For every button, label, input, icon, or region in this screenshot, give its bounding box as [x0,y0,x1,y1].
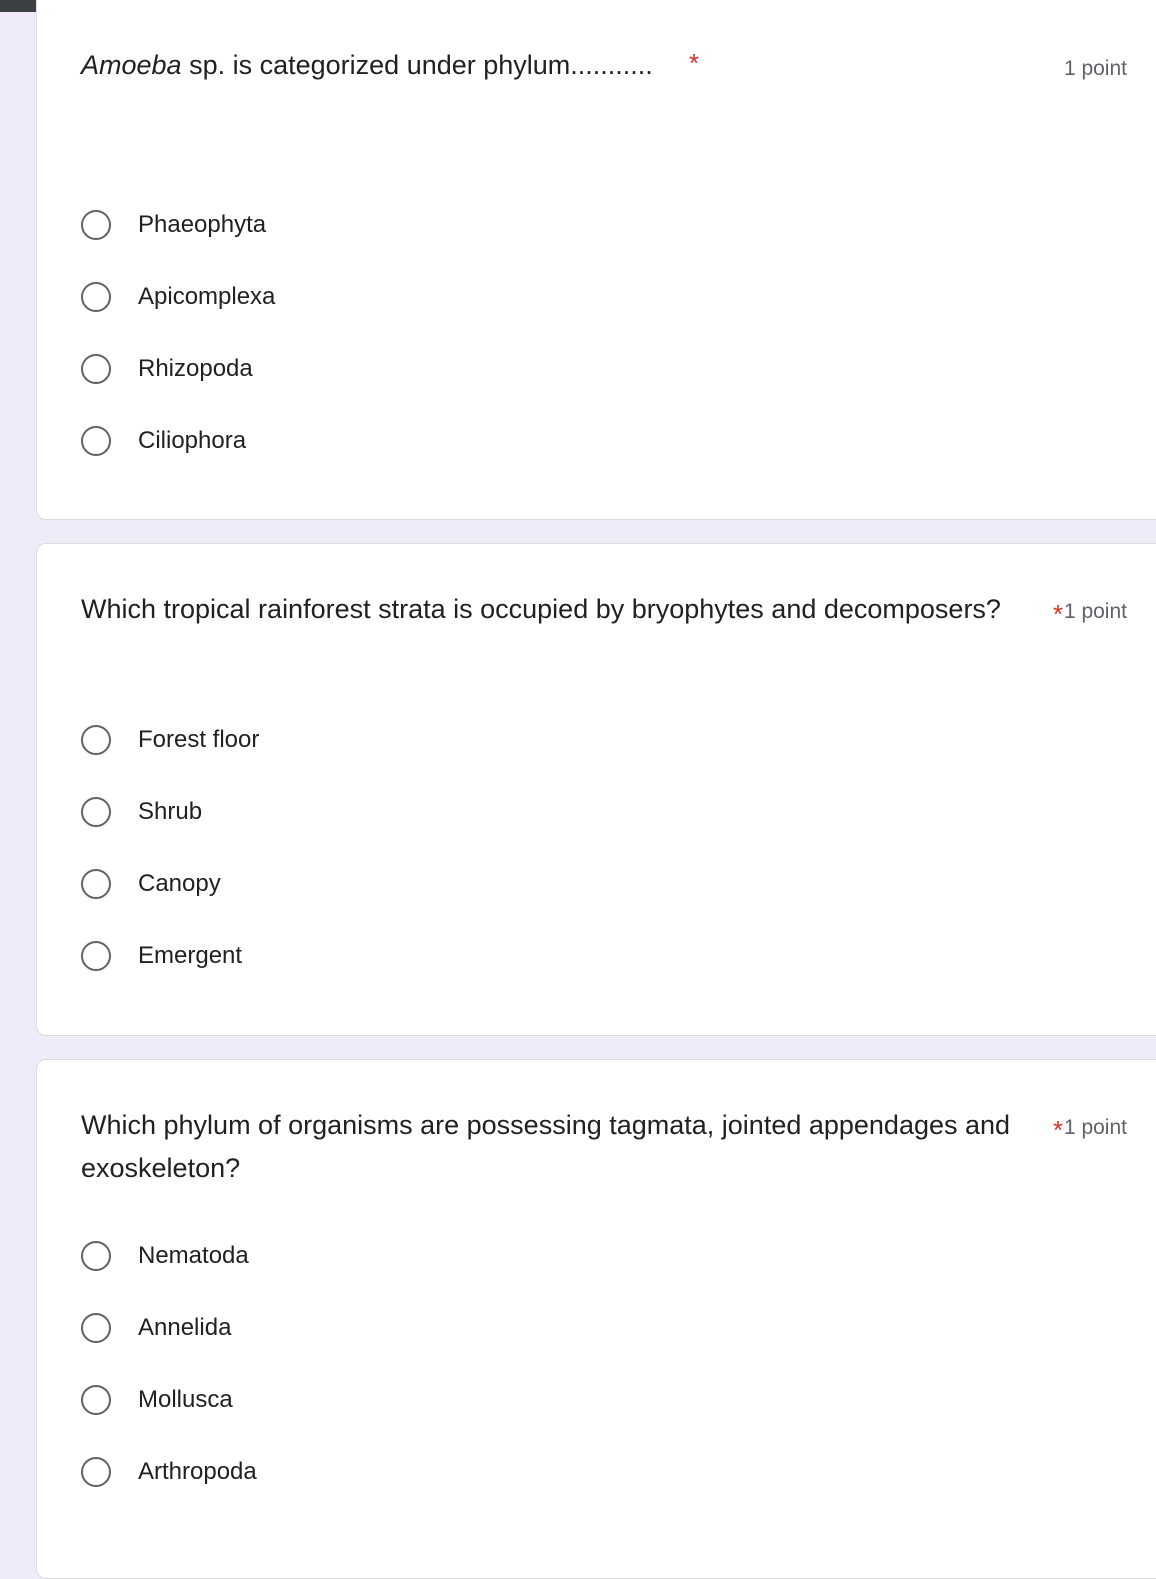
required-star: * [1053,599,1064,629]
radio-button[interactable] [81,797,111,827]
option-label: Forest floor [138,726,260,753]
option-label: Mollusca [138,1386,233,1413]
radio-button[interactable] [81,725,111,755]
question-title-text: sp. is categorized under phylum........... [181,50,653,80]
radio-button[interactable] [81,941,111,971]
option-label: Annelida [138,1314,232,1341]
option-rhizopoda[interactable] [81,349,253,389]
option-phaeophyta[interactable] [81,205,266,245]
radio-button[interactable] [81,426,111,456]
option-label: Arthropoda [138,1458,257,1485]
option-emergent[interactable] [81,936,242,976]
option-label: Rhizopoda [138,355,253,382]
radio-button[interactable] [81,1241,111,1271]
points-label: 1 point [1063,1116,1127,1139]
option-arthropoda[interactable] [81,1452,257,1492]
required-star: * [1053,1115,1064,1145]
option-label: Canopy [138,870,221,897]
radio-button[interactable] [81,1385,111,1415]
question-card-rainforest [36,543,1156,1036]
option-ciliophora[interactable] [81,421,246,461]
radio-button[interactable] [81,282,111,312]
radio-button[interactable] [81,210,111,240]
question-title [81,44,1041,87]
required-star: * [689,48,700,78]
question-card-phylum [36,1059,1156,1579]
option-label: Nematoda [138,1242,249,1269]
option-apicomplexa[interactable] [81,277,275,317]
points-label: 1 point [1063,600,1127,623]
question-title-italic: Amoeba [81,50,182,80]
option-mollusca[interactable] [81,1380,233,1420]
option-nematoda[interactable] [81,1236,249,1276]
option-forest-floor[interactable] [81,720,259,760]
option-annelida[interactable] [81,1308,231,1348]
option-canopy[interactable] [81,864,221,904]
question-title: Which tropical rainforest strata is occupied by bryophytes and decomposers? [81,594,1001,624]
radio-button[interactable] [81,869,111,899]
question-card-amoeba [36,0,1156,520]
radio-button[interactable] [81,1313,111,1343]
option-label: Emergent [138,942,243,969]
radio-button[interactable] [81,1457,111,1487]
option-shrub[interactable] [81,792,202,832]
question-title: Which phylum of organisms are possessing tagmata, jointed appendages and exoskeleton? [81,1110,1011,1183]
option-label: Shrub [138,798,203,825]
option-label: Ciliophora [138,427,247,454]
points-label: 1 point [1063,57,1127,80]
option-label: Apicomplexa [138,283,276,310]
radio-button[interactable] [81,354,111,384]
option-label: Phaeophyta [138,211,267,238]
